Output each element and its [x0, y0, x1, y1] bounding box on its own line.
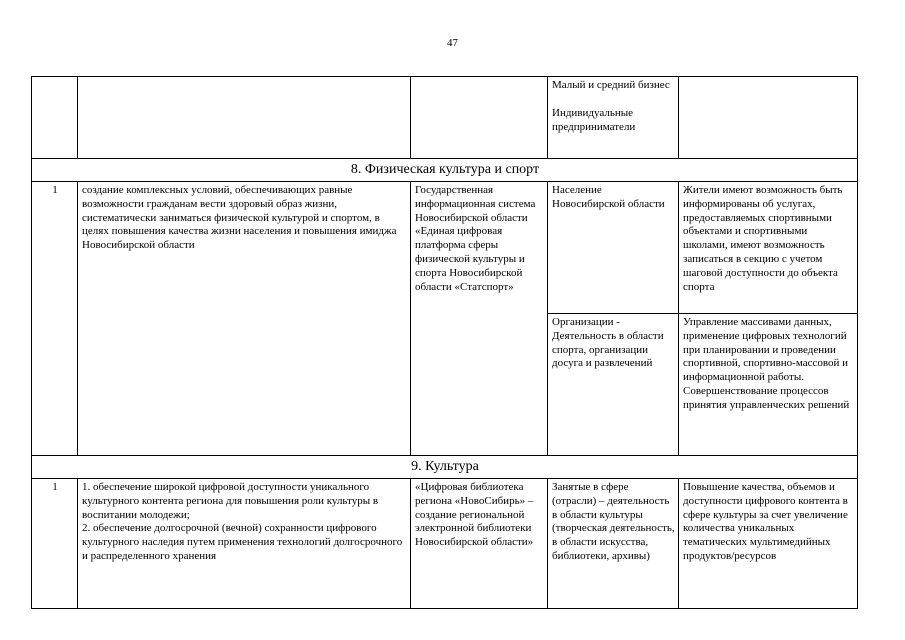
goal-cell	[78, 77, 411, 159]
number-cell	[32, 77, 78, 159]
system-cell: Государственная информационная система Новосибирской области «Единая цифровая платформа сферы физической культуры и спорта Новосибирской области «Статспорт»	[411, 182, 548, 456]
section-header-row	[32, 456, 858, 479]
target-text: Малый и средний бизнес	[552, 79, 670, 91]
effect-cell: Управление массивами данных, применение цифровых технологий при планировании и проведении спортивной, спортивно-массовой и информационной работы. Совершенствование процессов принятия управленческих решений	[679, 314, 858, 456]
goal-text: 1. обеспечение широкой цифровой доступности уникального культурного контента региона для повышения роли культуры в воспитании молодежи;	[82, 481, 379, 521]
target-cell: Организации - Деятельность в области спорта, организации досуга и развлечений	[548, 314, 679, 456]
number-cell: 1	[32, 182, 78, 456]
table-row	[32, 77, 858, 159]
section-title: 8. Физическая культура и спорт	[32, 159, 858, 182]
target-cell: Население Новосибирской области	[548, 182, 679, 314]
goal-text: 2. обеспечение долгосрочной (вечной) сохранности цифрового культурного наследия путем применения технологий долгосрочного и распределенного хранения	[82, 522, 403, 562]
table-row	[32, 479, 858, 609]
goal-cell: создание комплексных условий, обеспечивающих равные возможности гражданам вести здоровый образ жизни, систематически заниматься физической культурой и спортом, в целях повышения качества жизни населения и повышения имиджа Новосибирской области	[78, 182, 411, 456]
goal-cell	[78, 479, 411, 609]
system-cell: «Цифровая библиотека региона «НовоСибирь» – создание региональной электронной библиотеки Новосибирской области»	[411, 479, 548, 609]
effect-cell: Повышение качества, объемов и доступности цифрового контента в сфере культуры за счет увеличение количества уникальных тематических мультимедийных продуктов/ресурсов	[679, 479, 858, 609]
table-row	[32, 182, 858, 314]
page-number: 47	[447, 37, 458, 49]
program-table	[31, 76, 858, 609]
section-header-row	[32, 159, 858, 182]
target-cell: Занятые в сфере (отрасли) – деятельность в области культуры (творческая деятельность, в области искусства, библиотеки, архивы)	[548, 479, 679, 609]
target-text: Индивидуальные предприниматели	[552, 106, 636, 133]
target-cell	[548, 77, 679, 159]
section-title: 9. Культура	[32, 456, 858, 479]
effect-cell	[679, 77, 858, 159]
system-cell	[411, 77, 548, 159]
number-cell: 1	[32, 479, 78, 609]
effect-cell: Жители имеют возможность быть информированы об услугах, предоставляемых спортивными объектами и спортивными школами, имеют возможность записаться в секцию с учетом шаговой доступности до объекта спорта	[679, 182, 858, 314]
